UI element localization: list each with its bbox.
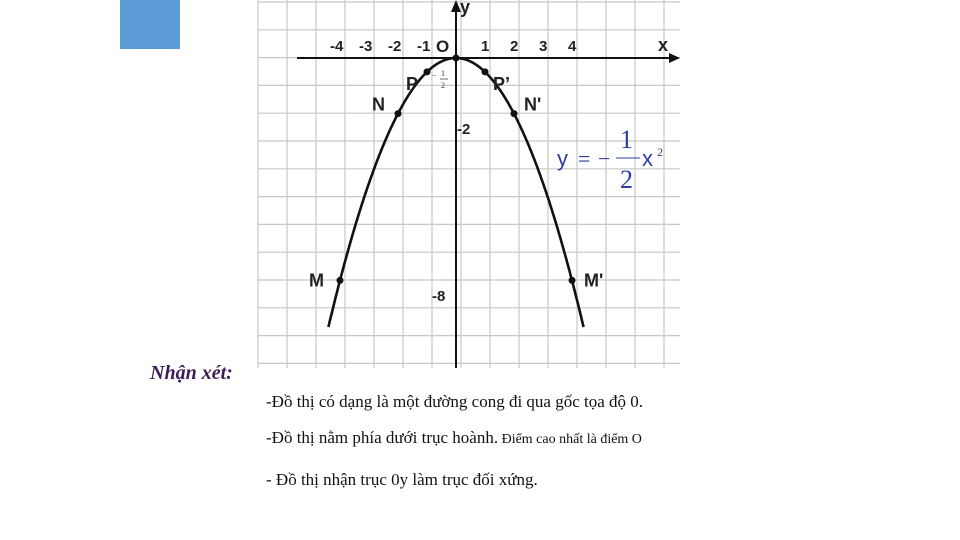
- point-M-prime: [569, 277, 576, 284]
- half-tick-minus: −: [432, 71, 437, 80]
- x-tick-label: 4: [568, 38, 577, 55]
- note-line-3: - Đồ thị nhận trục 0y làm trục đối xứng.: [266, 470, 538, 489]
- x-tick-label: 3: [539, 38, 548, 55]
- x-axis-label: x: [658, 35, 669, 55]
- note-line-2-small: Điểm cao nhất là điểm O: [498, 432, 642, 447]
- point-P-prime: [482, 68, 489, 75]
- equation-denominator: 2: [620, 165, 633, 194]
- x-tick-label: -3: [359, 38, 373, 55]
- y-tick-label-minus-2: -2: [457, 121, 471, 138]
- notes-title: Nhận xét:: [150, 362, 233, 384]
- equation-equals: =: [578, 146, 591, 171]
- x-tick-label: -2: [388, 38, 402, 55]
- note-line-2-main: -Đồ thị nằm phía dưới trục hoành.: [266, 428, 499, 447]
- equation-numerator: 1: [620, 125, 633, 154]
- y-tick-label-minus-8: -8: [432, 288, 446, 305]
- equation: [557, 125, 663, 194]
- half-tick-label: [432, 69, 448, 90]
- point-N: [395, 110, 402, 117]
- point-label: P’: [493, 73, 511, 94]
- x-tick-label: -1: [417, 38, 431, 55]
- x-tick-labels: [330, 38, 577, 55]
- note-line-1: -Đồ thị có dạng là một đường cong đi qua gốc tọa độ 0.: [266, 392, 644, 411]
- point-N-prime: [511, 110, 518, 117]
- point-M: [337, 277, 344, 284]
- x-tick-label: 2: [510, 38, 519, 55]
- point-label: P: [406, 73, 419, 94]
- point-label: N: [372, 94, 385, 115]
- origin-point: [453, 55, 460, 62]
- equation-exponent: 2: [657, 145, 663, 159]
- note-line-2: [266, 428, 642, 448]
- grid: [258, 0, 680, 368]
- equation-minus: −: [598, 146, 611, 171]
- y-axis-label: y: [460, 0, 471, 17]
- equation-lhs: y: [557, 146, 568, 171]
- x-tick-label: 1: [481, 38, 490, 55]
- point-label: M: [309, 270, 324, 291]
- half-tick-num: 1: [441, 69, 445, 78]
- point-P: [424, 68, 431, 75]
- equation-variable: x: [642, 146, 653, 171]
- half-tick-den: 2: [441, 81, 445, 90]
- x-axis-arrow: [669, 53, 680, 63]
- origin-label: O: [436, 37, 450, 56]
- x-tick-label: -4: [330, 38, 344, 55]
- point-label: N': [524, 94, 542, 115]
- point-label: M': [584, 270, 604, 291]
